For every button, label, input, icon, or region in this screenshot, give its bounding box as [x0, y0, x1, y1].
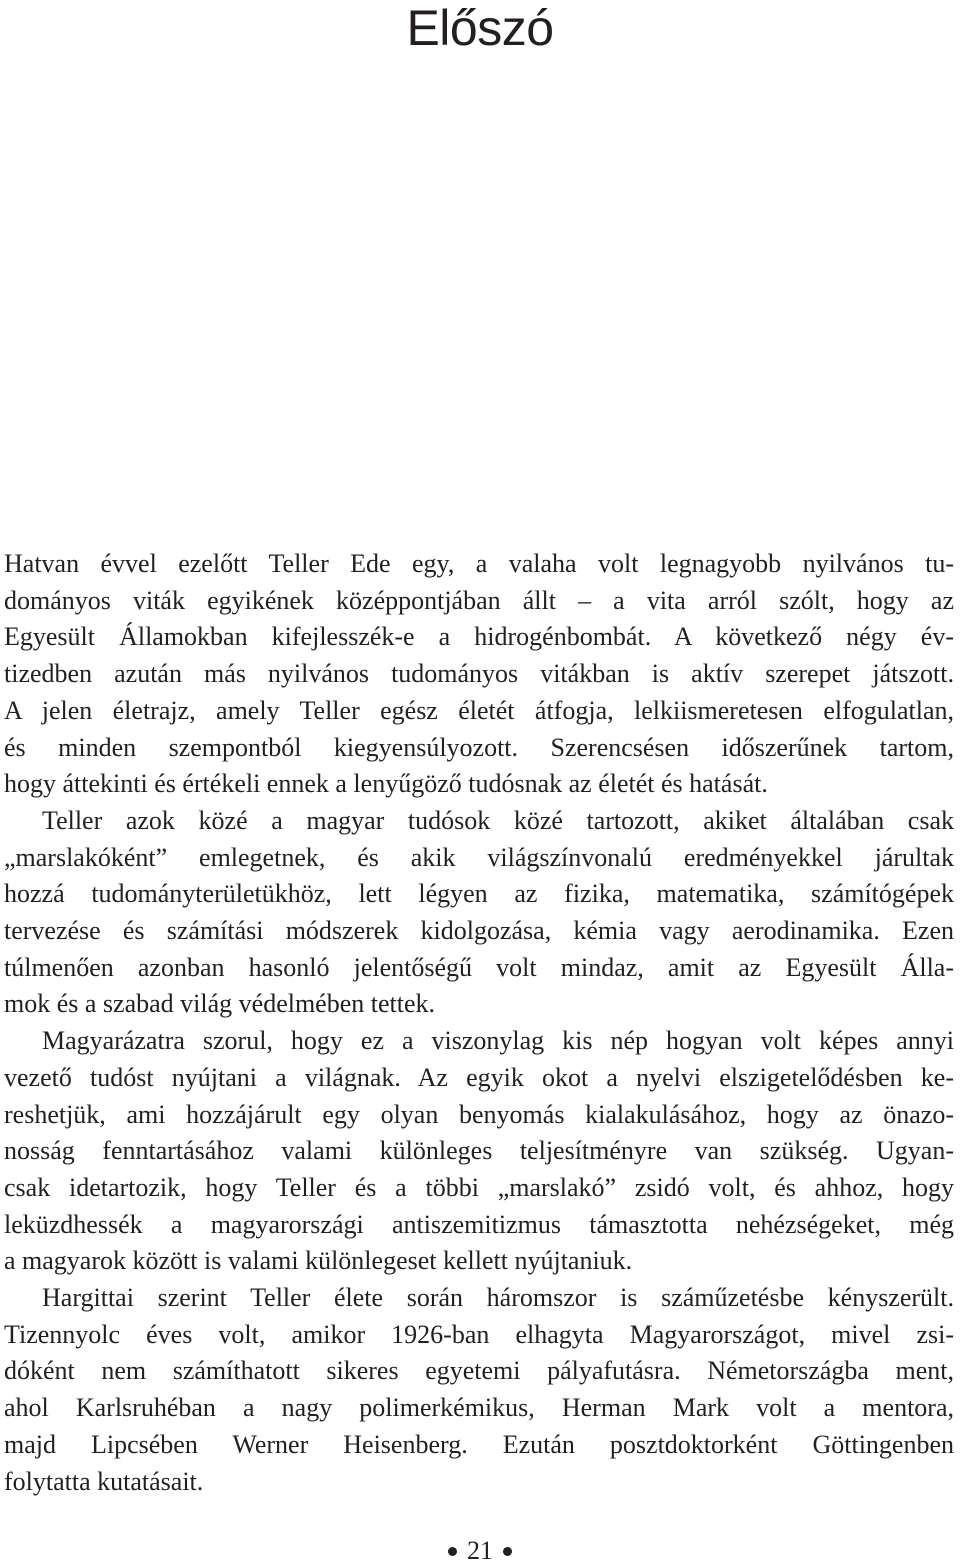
text-line: hozzá tudományterületükhöz, lett légyen az fizika, matematika, számítógépek — [4, 879, 954, 909]
text-line: vezető tudóst nyújtani a világnak. Az egyik okot a nyelvi elszigetelődésben ke- — [4, 1062, 954, 1092]
text-line: Tizennyolc éves volt, amikor 1926-ban elhagyta Magyarországot, mivel zsi- — [4, 1319, 954, 1349]
text-line: Hargittai szerint Teller élete során háromszor is száműzetésbe kényszerült. — [42, 1283, 954, 1313]
text-line: folytatta kutatásait. — [4, 1466, 204, 1496]
bullet-icon — [448, 1547, 457, 1556]
text-line: Magyarázatra szorul, hogy ez a viszonylag kis nép hogyan volt képes annyi — [42, 1026, 954, 1056]
paragraph-3 — [4, 1023, 954, 1280]
page-footer — [0, 1536, 960, 1566]
page-number: 21 — [467, 1536, 493, 1565]
text-line: mok és a szabad világ védelmében tettek. — [4, 989, 436, 1019]
paragraph-2 — [4, 803, 954, 1023]
text-line: csak idetartozik, hogy Teller és a többi „marslakó” zsidó volt, és ahhoz, hogy — [4, 1172, 954, 1202]
paragraph-1 — [4, 546, 954, 803]
text-line: nosság fenntartásához valami különleges teljesítményre van szükség. Ugyan- — [4, 1136, 954, 1166]
text-line: Teller azok közé a magyar tudósok közé tartozott, akiket általában csak — [42, 805, 954, 835]
text-line: Egyesült Államokban kifejlesszék-e a hidrogénbombát. A következő négy év- — [4, 622, 954, 652]
text-line: túlmenően azonban hasonló jelentőségű volt mindaz, amit az Egyesült Álla- — [4, 952, 954, 982]
page-title: Előszó — [406, 0, 554, 56]
text-line: dóként nem számíthatott sikeres egyetemi pályafutásra. Németországba ment, — [4, 1356, 954, 1386]
text-line: ahol Karlsruhéban a nagy polimerkémikus, Herman Mark volt a mentora, — [4, 1393, 954, 1423]
paragraph-4 — [4, 1280, 954, 1500]
text-line: tizedben azután más nyilvános tudományos vitákban is aktív szerepet játszott. — [4, 659, 954, 689]
text-line: reshetjük, ami hozzájárult egy olyan benyomás kialakulásához, hogy az önazo- — [4, 1099, 954, 1129]
text-line: A jelen életrajz, amely Teller egész életét átfogja, lelkiismeretesen elfogulatlan, — [4, 695, 954, 725]
text-line: Hatvan évvel ezelőtt Teller Ede egy, a valaha volt legnagyobb nyilvános tu- — [4, 549, 954, 578]
body-text — [4, 546, 954, 1500]
bullet-icon — [503, 1547, 512, 1556]
text-line: majd Lipcsében Werner Heisenberg. Ezután posztdoktorként Göttingenben — [4, 1429, 954, 1459]
text-line: leküzdhessék a magyarországi antiszemitizmus támasztotta nehézségeket, még — [4, 1209, 954, 1239]
text-line: a magyarok között is valami különlegeset kellett nyújtaniuk. — [4, 1246, 633, 1276]
text-line: „marslakóként” emlegetnek, és akik világszínvonalú eredményekkel járultak — [4, 842, 954, 872]
text-line: hogy áttekinti és értékeli ennek a lenyűgöző tudósnak az életét és hatását. — [4, 769, 768, 799]
text-line: tervezése és számítási módszerek kidolgozása, kémia vagy aerodinamika. Ezen — [4, 916, 954, 946]
text-line: dományos viták egyikének középpontjában állt – a vita arról szólt, hogy az — [4, 585, 954, 615]
text-line: és minden szempontból kiegyensúlyozott. Szerencsésen időszerűnek tartom, — [4, 732, 954, 762]
